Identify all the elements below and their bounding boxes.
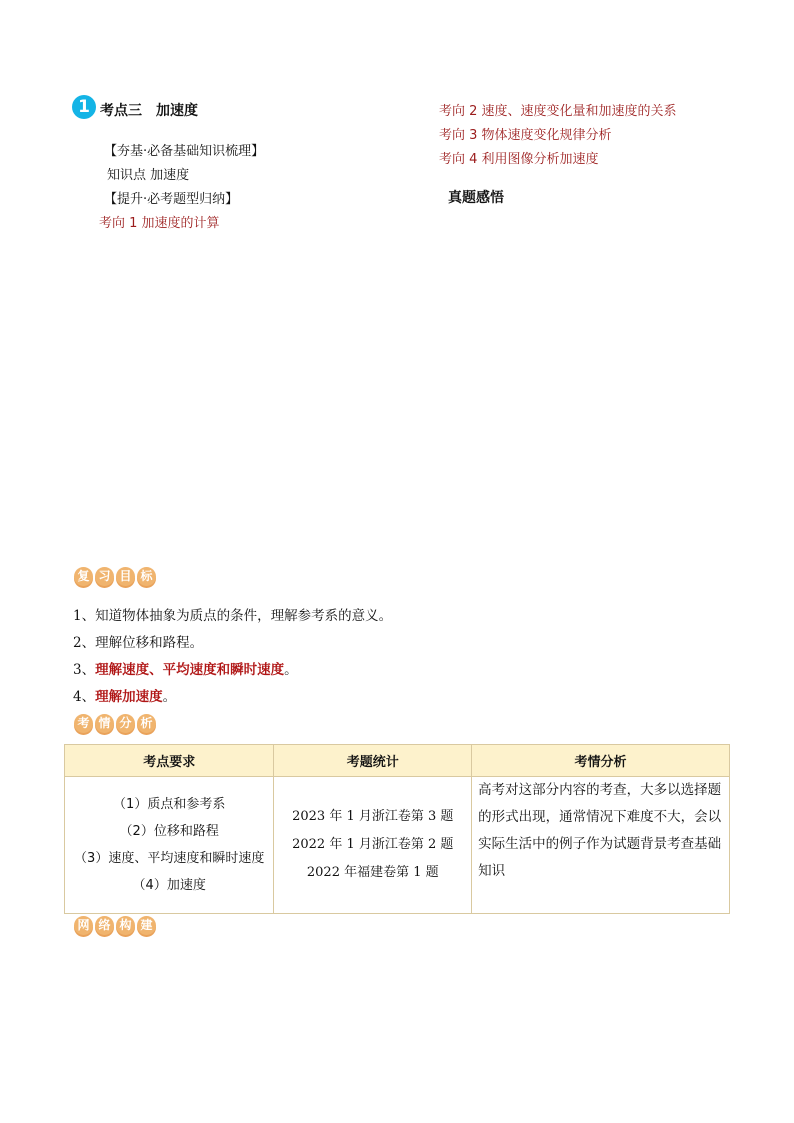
review-goals-badge	[74, 567, 156, 586]
section-number-badge: 1	[72, 95, 96, 119]
requirement-item: （2）位移和路程	[119, 824, 219, 839]
badge-char: 复	[74, 567, 93, 586]
badge-char: 考	[74, 714, 93, 733]
goal-highlight: 理解加速度	[95, 689, 163, 705]
badge-char: 网	[74, 916, 93, 935]
requirement-item: （3）速度、平均速度和瞬时速度	[74, 851, 265, 866]
goal-prefix: 3、	[73, 662, 96, 678]
network-building-badge	[74, 916, 156, 935]
table-header-row	[65, 745, 730, 777]
goal-item	[73, 685, 176, 705]
toc-direction-1[interactable]: 考向 1 加速度的计算	[99, 216, 220, 231]
requirements-cell	[65, 777, 274, 914]
analysis-cell	[472, 777, 730, 914]
goal-item	[73, 658, 298, 678]
goal-text: 知道物体抽象为质点的条件，理解参考系的意义。	[95, 608, 393, 624]
goal-item	[73, 604, 392, 624]
header-statistics: 考题统计	[274, 745, 472, 777]
goal-item	[73, 631, 203, 651]
badge-char: 情	[95, 714, 114, 733]
goal-suffix: 。	[162, 689, 177, 705]
badge-char: 构	[116, 916, 135, 935]
goal-prefix: 1、	[73, 608, 96, 624]
toc-direction-4[interactable]: 考向 4 利用图像分析加速度	[439, 152, 599, 167]
badge-char: 建	[137, 916, 156, 935]
analysis-text: 高考对这部分内容的考查，大多以选择题的形式出现，通常情况下难度不大，会以实际生活中的例子作为试题背景考查基础知识	[478, 782, 722, 879]
goal-prefix: 4、	[73, 689, 96, 705]
stat-item: 2023 年 1 月浙江卷第 3 题	[292, 809, 454, 824]
header-analysis: 考情分析	[472, 745, 730, 777]
badge-char: 习	[95, 567, 114, 586]
stat-item: 2022 年 1 月浙江卷第 2 题	[292, 837, 454, 852]
toc-direction-3[interactable]: 考向 3 物体速度变化规律分析	[439, 128, 612, 143]
table-row	[65, 777, 730, 914]
toc-knowledge-point[interactable]: 知识点 加速度	[107, 168, 190, 183]
toc-section-basics[interactable]: 【夯基·必备基础知识梳理】	[104, 144, 265, 159]
badge-char: 分	[116, 714, 135, 733]
badge-char: 目	[116, 567, 135, 586]
badge-char: 标	[137, 567, 156, 586]
stat-item: 2022 年福建卷第 1 题	[306, 865, 439, 880]
badge-char: 析	[137, 714, 156, 733]
section-title: 考点三 加速度	[100, 103, 198, 119]
goal-highlight: 理解速度、平均速度和瞬时速度	[95, 662, 285, 678]
toc-real-exam[interactable]: 真题感悟	[448, 190, 504, 206]
goal-suffix: 。	[284, 662, 298, 678]
goal-text: 理解位移和路程。	[95, 635, 204, 651]
goal-prefix: 2、	[73, 635, 96, 651]
requirement-item: （4）加速度	[132, 878, 206, 893]
toc-section-questions[interactable]: 【提升·必考题型归纳】	[104, 192, 239, 207]
requirement-item: （1）质点和参考系	[113, 797, 226, 812]
header-requirements: 考点要求	[65, 745, 274, 777]
exam-analysis-table	[64, 744, 730, 914]
badge-char: 络	[95, 916, 114, 935]
exam-analysis-badge	[74, 714, 156, 733]
toc-direction-2[interactable]: 考向 2 速度、速度变化量和加速度的关系	[439, 104, 677, 119]
statistics-cell	[274, 777, 472, 914]
